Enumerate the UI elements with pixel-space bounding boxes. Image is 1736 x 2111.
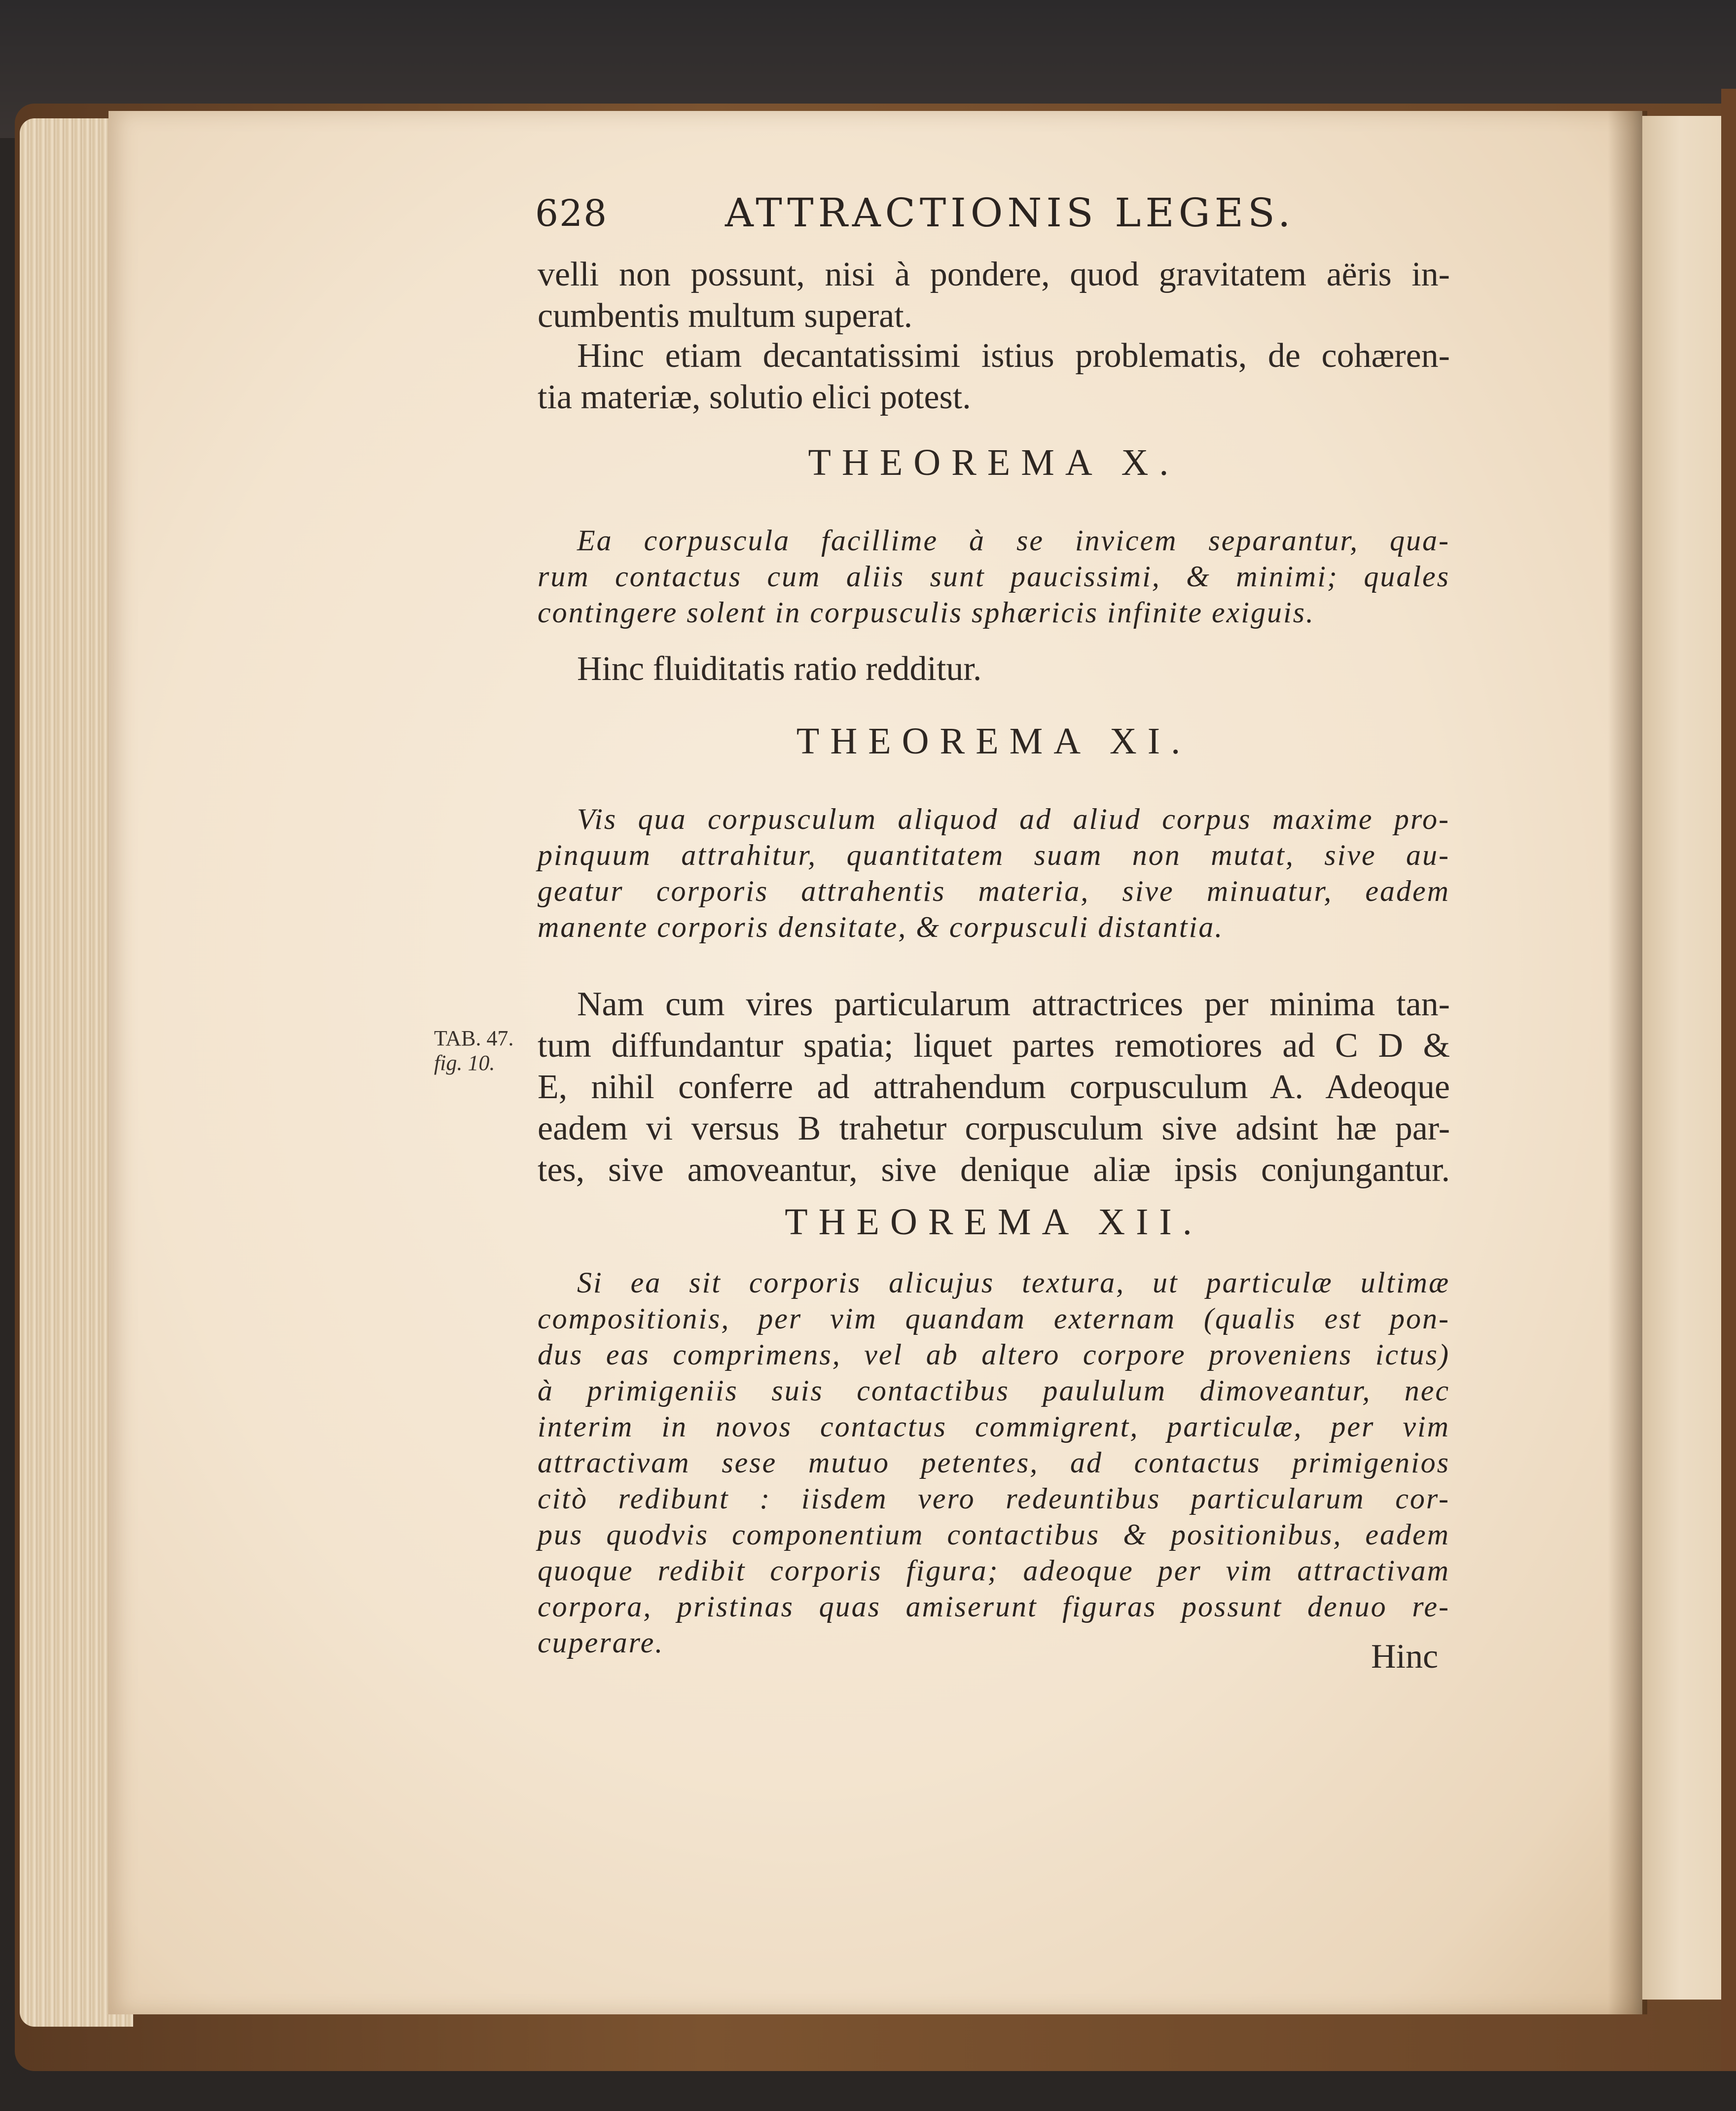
theorem-line: pus quodvis componentium contactibus & positionibus, eadem [538,1518,1450,1551]
paragraph-line: tes, sive amoveantur, sive denique aliæ ipsis conjungantur. [538,1151,1450,1189]
theorem-line: cuperare. [538,1626,664,1659]
paragraph-line: tia materiæ, solutio elici potest. [538,378,971,416]
right-cover-strip [1721,89,1736,2071]
running-title: ATTRACTIONIS LEGES. [725,190,1295,236]
theorem-line: Vis qua corpusculum aliquod ad aliud corpus maxime pro- [577,803,1450,835]
paragraph-2 [538,335,1450,418]
theorem-line: contingere solent in corpusculis sphæricis infinite exiguis. [538,596,1315,629]
heading-theorema-xi: THEOREMA XI. [796,720,1192,762]
gutter-shadow [1608,111,1647,2014]
paragraph-3 [538,648,1450,690]
theorem-line: compositionis, per vim quandam externam (qualis est pon- [538,1302,1450,1335]
paragraph-line: E, nihil conferre ad attrahendum corpusculum A. Adeoque [538,1068,1450,1106]
paragraph-line: Hinc fluiditatis ratio redditur. [577,650,982,688]
theorem-line: dus eas comprimens, vel ab altero corpore proveniens ictus) [538,1338,1450,1371]
theorem-xi-text [538,801,1450,945]
paragraph-1 [538,254,1450,337]
theorem-line: manente corporis densitate, & corpusculi distantia. [538,911,1224,943]
margin-note-tab: TAB. 47. [434,1026,514,1050]
heading-theorema-x: THEOREMA X. [808,442,1180,483]
page-number: 628 [535,192,608,235]
theorem-line: citò redibunt : iisdem vero redeuntibus particularum cor- [538,1482,1450,1515]
theorem-line: quoque redibit corporis figura; adeoque per vim attractivam [538,1554,1450,1587]
catchword: Hinc [1371,1638,1439,1676]
theorem-xii-text [538,1265,1450,1661]
theorem-line: attractivam sese mutuo petentes, ad contactus primigenios [538,1446,1450,1479]
theorem-line: à primigeniis suis contactibus paululum dimoveantur, nec [538,1374,1450,1407]
paragraph-line: Hinc etiam decantatissimi istius problematis, de cohæren- [577,337,1450,375]
theorem-line: Ea corpuscula facillime à se invicem separantur, qua- [577,524,1450,557]
margin-note-fig: fig. 10. [434,1051,495,1075]
theorem-line: geatur corporis attrahentis materia, sive minuatur, eadem [538,875,1450,907]
paragraph-line: velli non possunt, nisi à pondere, quod gravitatem aëris in- [538,255,1450,293]
theorem-line: interim in novos contactus commigrent, particulæ, per vim [538,1410,1450,1443]
paragraph-4 [538,984,1450,1191]
paragraph-line: cumbentis multum superat. [538,297,913,335]
theorem-line: rum contactus cum aliis sunt paucissimi, & minimi; quales [538,560,1450,593]
paragraph-line: eadem vi versus B trahetur corpusculum sive adsint hæ par- [538,1109,1450,1147]
theorem-line: pinquum attrahitur, quantitatem suam non mutat, sive au- [538,839,1450,871]
theorem-line: corpora, pristinas quas amiserunt figuras possunt denuo re- [538,1590,1450,1623]
paragraph-line: tum diffundantur spatia; liquet partes remotiores ad C D & [538,1027,1450,1065]
heading-theorema-xii: THEOREMA XII. [785,1201,1203,1243]
theorem-line: Si ea sit corporis alicujus textura, ut particulæ ultimæ [577,1266,1450,1299]
theorem-x-text [538,523,1450,631]
paragraph-line: Nam cum vires particularum attractrices per minima tan- [577,985,1450,1023]
